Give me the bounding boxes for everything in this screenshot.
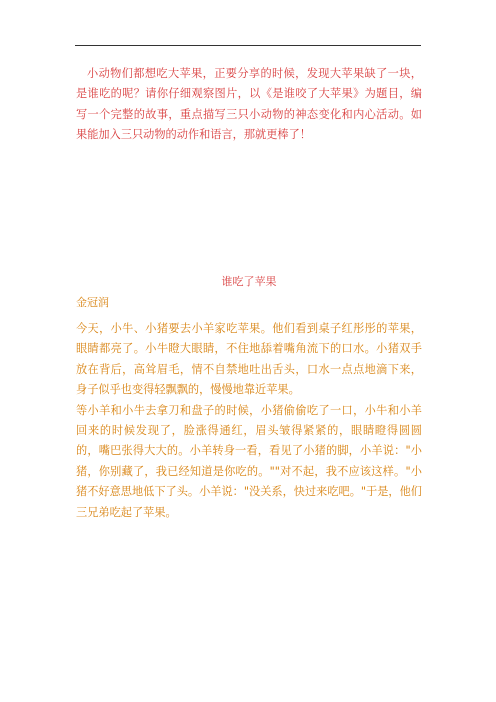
writing-prompt: 小动物们都想吃大苹果，正要分享的时候，发现大苹果缺了一块，是谁吃的呢？请你仔细观察图片，以《是谁咬了大苹果》为题目，编写一个完整的故事，重点描写三只小动物的神态变化和内心活动。如果能加入三只动物的动作和语言，那就更棒了！	[76, 67, 422, 142]
story-author: 金冠润	[76, 296, 109, 309]
header-rule	[75, 45, 421, 46]
story-title: 谁吃了苹果	[221, 275, 277, 288]
story-body	[76, 319, 422, 523]
story-paragraph: 今天，小牛、小猪要去小羊家吃苹果。他们看到桌子红彤彤的苹果，眼睛都亮了。小牛瞪大眼睛，不住地舔着嘴角流下的口水。小猪双手放在背后，高耸眉毛，情不自禁地吐出舌头，口水一点点地滴下来，身子似乎也变得轻飘飘的，慢慢地靠近苹果。	[76, 322, 422, 397]
story-paragraph: 等小羊和小牛去拿刀和盘子的时候，小猪偷偷吃了一口，小牛和小羊回来的时候发现了，脸涨得通红，眉头皱得紧紧的，眼睛瞪得圆圆的，嘴巴张得大大的。小羊转身一看，看见了小猪的脚，小羊说："小猪，你别藏了，我已经知道是你吃的。""对不起，我不应该这样。"小猪不好意思地低下了头。小羊说："没关系，快过来吃吧。"于是，他们三兄弟吃起了苹果。	[76, 403, 422, 519]
